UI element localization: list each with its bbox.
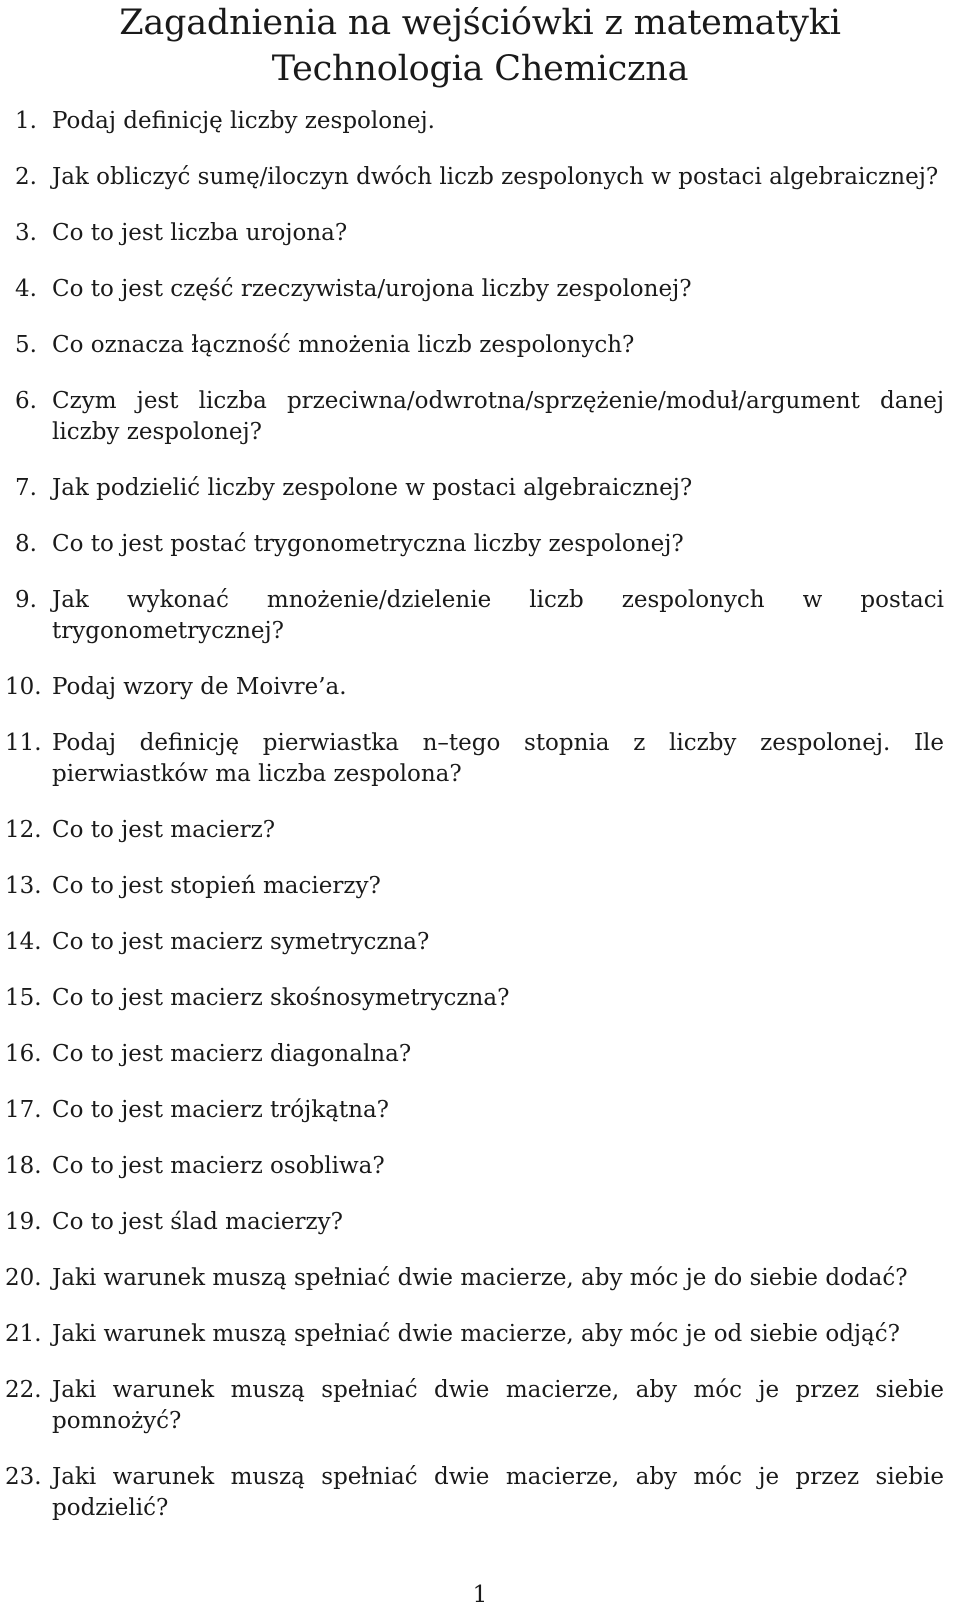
question-text: Jaki warunek muszą spełniać dwie macierze, aby móc je do siebie dodać? [52,1265,908,1291]
question-text: Jaki warunek muszą spełniać dwie macierze, aby móc je od siebie odjąć? [52,1321,900,1347]
question-number: 8. [15,531,37,557]
question-number: 3. [15,220,37,246]
question-item [0,1095,960,1126]
question-text: Co to jest postać trygonometryczna liczby zespolonej? [52,531,684,557]
page-number: 1 [472,1582,488,1608]
question-text: Co to jest liczba urojona? [52,220,348,246]
question-text: Co to jest ślad macierzy? [52,1209,343,1235]
question-text: Co to jest stopień macierzy? [52,873,381,899]
question-number: 12. [5,817,42,843]
question-number: 21. [5,1321,42,1347]
question-number: 16. [5,1041,42,1067]
question-item [0,473,960,504]
question-number: 10. [5,674,42,700]
question-item [0,162,960,193]
question-item [0,1151,960,1182]
question-number: 14. [5,929,42,955]
question-text: Jaki warunek muszą spełniać dwie macierze, aby móc je przez siebie podzielić? [52,1464,944,1521]
question-number: 11. [5,730,42,756]
question-number: 23. [5,1464,42,1490]
question-number: 5. [15,332,37,358]
question-number: 20. [5,1265,42,1291]
question-number: 7. [15,475,37,501]
question-text: Jak wykonać mnożenie/dzielenie liczb zespolonych w postaci trygonometrycznej? [52,587,944,644]
question-text: Czym jest liczba przeciwna/odwrotna/sprzężenie/moduł/argument danej liczby zespolonej? [52,388,944,445]
question-list [0,106,960,1549]
question-text: Jaki warunek muszą spełniać dwie macierze, aby móc je przez siebie pomnożyć? [52,1377,944,1434]
question-item [0,1319,960,1350]
question-number: 6. [15,388,37,414]
question-item [0,1207,960,1238]
title-line-2: Technologia Chemiczna [271,49,689,89]
question-item [0,983,960,1014]
question-item [0,1263,960,1294]
question-text: Podaj definicję pierwiastka n–tego stopnia z liczby zespolonej. Ile pierwiastków ma liczba zespolona? [52,730,944,787]
question-text: Co to jest część rzeczywista/urojona liczby zespolonej? [52,276,692,302]
question-text: Jak podzielić liczby zespolone w postaci algebraicznej? [52,475,693,501]
question-number: 18. [5,1153,42,1179]
question-text: Co to jest macierz osobliwa? [52,1153,385,1179]
question-number: 17. [5,1097,42,1123]
question-item [0,815,960,846]
question-text: Jak obliczyć sumę/iloczyn dwóch liczb zespolonych w postaci algebraicznej? [52,164,939,190]
question-item [0,1375,960,1437]
question-number: 13. [5,873,42,899]
question-text: Co to jest macierz skośnosymetryczna? [52,985,510,1011]
question-item [0,386,960,448]
question-text: Co to jest macierz symetryczna? [52,929,430,955]
question-item [0,218,960,249]
question-number: 19. [5,1209,42,1235]
question-item [0,927,960,958]
question-number: 22. [5,1377,42,1403]
question-number: 1. [15,108,37,134]
title-line-1: Zagadnienia na wejściówki z matematyki [119,3,841,43]
question-item [0,106,960,137]
question-number: 4. [15,276,37,302]
question-number: 15. [5,985,42,1011]
question-text: Podaj definicję liczby zespolonej. [52,108,435,134]
question-number: 9. [15,587,37,613]
document-title [0,0,960,92]
question-text: Podaj wzory de Moivre’a. [52,674,347,700]
question-text: Co oznacza łączność mnożenia liczb zespolonych? [52,332,635,358]
question-text: Co to jest macierz diagonalna? [52,1041,412,1067]
question-item [0,1039,960,1070]
question-text: Co to jest macierz? [52,817,276,843]
question-item [0,529,960,560]
question-item [0,330,960,361]
question-item [0,585,960,647]
question-text: Co to jest macierz trójkątna? [52,1097,390,1123]
question-number: 2. [15,164,37,190]
question-item [0,672,960,703]
question-item [0,274,960,305]
question-item [0,728,960,790]
question-item [0,1462,960,1524]
question-item [0,871,960,902]
